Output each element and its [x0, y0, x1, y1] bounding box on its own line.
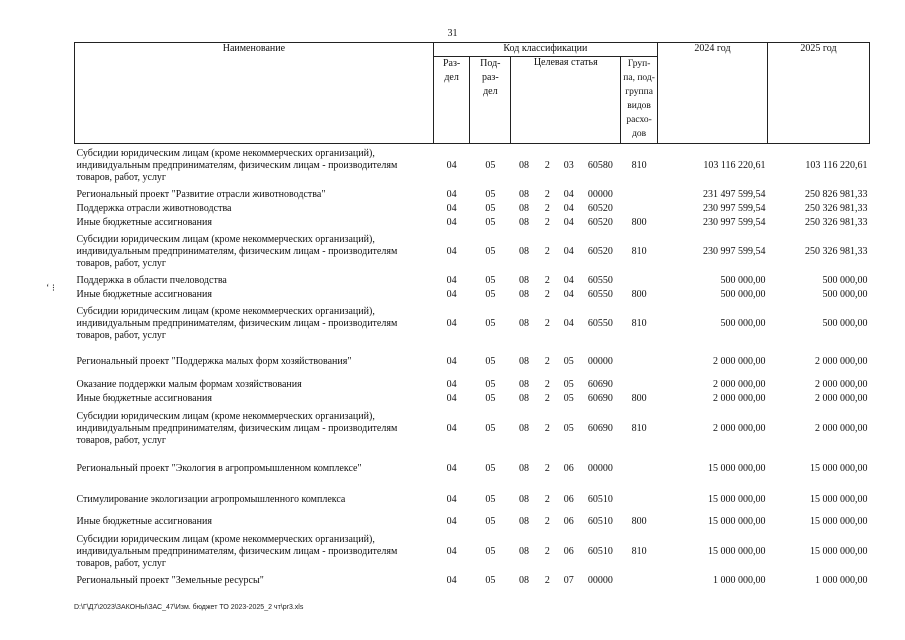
row-expense-group [621, 378, 658, 392]
row-amount-2024: 230 997 599,54 [703, 245, 766, 257]
row-name: Поддержка в области пчеловодства [76, 274, 227, 286]
row-section: 04 [446, 462, 457, 474]
row-target-project: 05 [563, 422, 574, 434]
row-amount-2025: 15 000 000,00 [810, 493, 868, 505]
table-row [75, 216, 870, 230]
table-row [75, 188, 870, 202]
row-expense-group: 810 [631, 422, 647, 434]
row-name: Иные бюджетные ассигнования [76, 515, 212, 527]
row-target-program: 08 [518, 216, 529, 228]
row-target-code: 00000 [587, 462, 613, 474]
row-target-program: 08 [518, 355, 529, 367]
row-target-subprogram: 2 [544, 202, 550, 214]
row-target-program: 08 [518, 422, 529, 434]
row-target-project: 06 [563, 515, 574, 527]
row-target-program: 08 [518, 545, 529, 557]
row-expense-group [621, 188, 658, 202]
row-expense-group [621, 202, 658, 216]
row-target-project: 05 [563, 392, 574, 404]
row-name: Иные бюджетные ассигнования [76, 216, 212, 228]
row-amount-2024: 231 497 599,54 [703, 188, 766, 200]
row-name: Стимулирование экологизации агропромышленного комплекса [76, 493, 346, 505]
row-section: 04 [446, 202, 457, 214]
row-section: 04 [446, 288, 457, 300]
row-target-code: 60690 [587, 392, 613, 404]
row-amount-2025: 103 116 220,61 [805, 159, 868, 171]
row-amount-2025: 2 000 000,00 [815, 422, 868, 434]
row-target-project: 04 [563, 245, 574, 257]
row-section: 04 [446, 493, 457, 505]
row-target-program: 08 [518, 462, 529, 474]
row-section: 04 [446, 274, 457, 286]
row-amount-2024: 15 000 000,00 [708, 462, 766, 474]
row-section: 04 [446, 515, 457, 527]
header-subsection: Под- раз- дел [470, 57, 511, 144]
row-amount-2025: 500 000,00 [822, 288, 868, 300]
row-target-code: 00000 [587, 355, 613, 367]
row-target-subprogram: 2 [544, 378, 550, 390]
row-amount-2024: 500 000,00 [720, 288, 766, 300]
row-subsection: 05 [485, 188, 496, 200]
row-amount-2025: 500 000,00 [822, 274, 868, 286]
row-target-subprogram: 2 [544, 515, 550, 527]
table-row [75, 288, 870, 302]
row-name: Субсидии юридическим лицам (кроме некоммерческих организаций), индивидуальным предпринимателям, физическим лицам - производителям товаров, работ, услуг [76, 305, 398, 341]
row-subsection: 05 [485, 378, 496, 390]
row-amount-2024: 15 000 000,00 [708, 493, 766, 505]
row-target-program: 08 [518, 515, 529, 527]
row-target-code: 60520 [587, 202, 613, 214]
row-amount-2025: 2 000 000,00 [815, 392, 868, 404]
row-target-subprogram: 2 [544, 493, 550, 505]
row-name: Региональный проект "Развитие отрасли животноводства" [76, 188, 326, 200]
row-target-project: 04 [563, 202, 574, 214]
row-target-code: 60520 [587, 216, 613, 228]
page-number: 31 [447, 28, 458, 39]
row-amount-2024: 500 000,00 [720, 274, 766, 286]
row-target-program: 08 [518, 159, 529, 171]
row-target-project: 05 [563, 378, 574, 390]
row-name: Иные бюджетные ассигнования [76, 288, 212, 300]
row-section: 04 [446, 159, 457, 171]
row-name: Субсидии юридическим лицам (кроме некоммерческих организаций), индивидуальным предпринимателям, физическим лицам - производителям товаров, работ, услуг [76, 233, 398, 269]
row-amount-2025: 15 000 000,00 [810, 545, 868, 557]
row-target-subprogram: 2 [544, 245, 550, 257]
header-section: Раз- дел [433, 57, 470, 144]
table-row [75, 144, 870, 188]
row-subsection: 05 [485, 288, 496, 300]
table-row [75, 230, 870, 274]
row-name: Региональный проект "Поддержка малых форм хозяйствования" [76, 355, 352, 367]
row-target-program: 08 [518, 392, 529, 404]
row-expense-group [621, 274, 658, 288]
row-expense-group [621, 574, 658, 588]
row-expense-group: 810 [631, 545, 647, 557]
table-row [75, 392, 870, 406]
row-section: 04 [446, 188, 457, 200]
row-target-program: 08 [518, 574, 529, 586]
row-target-subprogram: 2 [544, 574, 550, 586]
row-subsection: 05 [485, 462, 496, 474]
row-target-project: 07 [563, 574, 574, 586]
row-amount-2025: 250 326 981,33 [805, 245, 868, 257]
row-target-code: 60550 [587, 288, 613, 300]
row-subsection: 05 [485, 202, 496, 214]
table-row [75, 406, 870, 452]
table-row [75, 452, 870, 486]
row-section: 04 [446, 392, 457, 404]
row-amount-2024: 2 000 000,00 [713, 422, 766, 434]
table-row [75, 274, 870, 288]
row-subsection: 05 [485, 317, 496, 329]
row-name: Поддержка отрасли животноводства [76, 202, 232, 214]
row-amount-2024: 15 000 000,00 [708, 545, 766, 557]
row-name: Иные бюджетные ассигнования [76, 392, 212, 404]
row-target-subprogram: 2 [544, 545, 550, 557]
row-expense-group [621, 346, 658, 378]
file-path-footer: D:\Г\Д7\2023\ЗАКОНЫ\ЗАС_47\Изм. бюджет ТО 2023-2025_2 чт\pr3.xls [74, 604, 304, 611]
row-name: Оказание поддержки малым формам хозяйствования [76, 378, 302, 390]
row-target-code: 60510 [587, 493, 613, 505]
table-row [75, 302, 870, 346]
row-target-project: 06 [563, 493, 574, 505]
row-target-code: 60520 [587, 245, 613, 257]
row-amount-2024: 2 000 000,00 [713, 392, 766, 404]
row-target-code: 60690 [587, 422, 613, 434]
row-target-subprogram: 2 [544, 317, 550, 329]
row-target-subprogram: 2 [544, 188, 550, 200]
row-amount-2024: 230 997 599,54 [703, 202, 766, 214]
row-amount-2025: 250 326 981,33 [805, 202, 868, 214]
table-row [75, 378, 870, 392]
header-expense-group: Груп- па, под- группа видов расхо- дов [621, 57, 658, 144]
row-amount-2025: 15 000 000,00 [810, 515, 868, 527]
row-amount-2024: 500 000,00 [720, 317, 766, 329]
row-expense-group [621, 452, 658, 486]
row-subsection: 05 [485, 392, 496, 404]
row-name: Субсидии юридическим лицам (кроме некоммерческих организаций), индивидуальным предпринимателям, физическим лицам - производителям товаров, работ, услуг [76, 533, 398, 569]
row-amount-2024: 2 000 000,00 [713, 355, 766, 367]
budget-table [74, 42, 870, 588]
row-target-program: 08 [518, 288, 529, 300]
row-expense-group: 810 [631, 317, 647, 329]
row-target-subprogram: 2 [544, 392, 550, 404]
row-target-subprogram: 2 [544, 159, 550, 171]
row-target-code: 60550 [587, 274, 613, 286]
row-amount-2025: 1 000 000,00 [815, 574, 868, 586]
row-target-subprogram: 2 [544, 288, 550, 300]
row-target-project: 03 [563, 159, 574, 171]
row-amount-2024: 103 116 220,61 [703, 159, 766, 171]
row-section: 04 [446, 245, 457, 257]
row-target-code: 60690 [587, 378, 613, 390]
row-section: 04 [446, 574, 457, 586]
row-target-code: 60510 [587, 545, 613, 557]
row-target-program: 08 [518, 378, 529, 390]
row-section: 04 [446, 545, 457, 557]
row-section: 04 [446, 317, 457, 329]
row-target-subprogram: 2 [544, 216, 550, 228]
row-target-project: 04 [563, 317, 574, 329]
row-amount-2025: 500 000,00 [822, 317, 868, 329]
table-row [75, 202, 870, 216]
row-subsection: 05 [485, 493, 496, 505]
row-amount-2025: 250 826 981,33 [805, 188, 868, 200]
header-year-2025: 2025 год [768, 43, 870, 144]
row-target-code: 60580 [587, 159, 613, 171]
row-amount-2024: 1 000 000,00 [713, 574, 766, 586]
row-expense-group [621, 486, 658, 514]
row-target-program: 08 [518, 188, 529, 200]
row-section: 04 [446, 422, 457, 434]
row-target-code: 60550 [587, 317, 613, 329]
row-target-project: 04 [563, 274, 574, 286]
row-target-code: 60510 [587, 515, 613, 527]
row-subsection: 05 [485, 274, 496, 286]
row-expense-group: 810 [631, 245, 647, 257]
row-section: 04 [446, 378, 457, 390]
row-target-subprogram: 2 [544, 274, 550, 286]
row-section: 04 [446, 355, 457, 367]
table-row [75, 530, 870, 574]
row-target-code: 00000 [587, 188, 613, 200]
table-row [75, 486, 870, 514]
row-target-program: 08 [518, 493, 529, 505]
row-name: Субсидии юридическим лицам (кроме некоммерческих организаций), индивидуальным предпринимателям, физическим лицам - производителям товаров, работ, услуг [76, 147, 398, 183]
row-amount-2024: 230 997 599,54 [703, 216, 766, 228]
row-target-project: 05 [563, 355, 574, 367]
row-subsection: 05 [485, 159, 496, 171]
row-expense-group: 800 [631, 515, 647, 527]
row-target-code: 00000 [587, 574, 613, 586]
row-name: Региональный проект "Земельные ресурсы" [76, 574, 264, 586]
row-expense-group: 800 [631, 216, 647, 228]
row-amount-2025: 250 326 981,33 [805, 216, 868, 228]
row-target-program: 08 [518, 317, 529, 329]
row-target-subprogram: 2 [544, 422, 550, 434]
row-name: Субсидии юридическим лицам (кроме некоммерческих организаций), индивидуальным предпринимателям, физическим лицам - производителям товаров, работ, услуг [76, 410, 398, 446]
row-name: Региональный проект "Экология в агропромышленном комплексе" [76, 462, 362, 474]
row-subsection: 05 [485, 574, 496, 586]
row-target-program: 08 [518, 245, 529, 257]
row-amount-2025: 2 000 000,00 [815, 378, 868, 390]
row-subsection: 05 [485, 422, 496, 434]
row-target-program: 08 [518, 274, 529, 286]
row-subsection: 05 [485, 216, 496, 228]
header-year-2024: 2024 год [657, 43, 767, 144]
row-target-project: 04 [563, 216, 574, 228]
row-subsection: 05 [485, 545, 496, 557]
row-target-project: 04 [563, 288, 574, 300]
row-subsection: 05 [485, 355, 496, 367]
header-classification: Код классификации [433, 43, 657, 57]
row-subsection: 05 [485, 245, 496, 257]
row-amount-2025: 15 000 000,00 [810, 462, 868, 474]
row-expense-group: 800 [631, 392, 647, 404]
header-target-article: Целевая статья [511, 57, 621, 144]
row-subsection: 05 [485, 515, 496, 527]
row-target-project: 06 [563, 462, 574, 474]
row-target-project: 06 [563, 545, 574, 557]
row-expense-group: 810 [631, 159, 647, 171]
row-amount-2025: 2 000 000,00 [815, 355, 868, 367]
row-target-project: 04 [563, 188, 574, 200]
table-row [75, 346, 870, 378]
header-name: Наименование [75, 43, 434, 144]
row-target-subprogram: 2 [544, 462, 550, 474]
row-expense-group: 800 [631, 288, 647, 300]
table-row [75, 514, 870, 530]
table-row [75, 574, 870, 588]
row-target-subprogram: 2 [544, 355, 550, 367]
row-target-program: 08 [518, 202, 529, 214]
margin-mark: ʻ ⁝ [46, 283, 56, 294]
row-amount-2024: 2 000 000,00 [713, 378, 766, 390]
table-body [75, 144, 870, 588]
row-section: 04 [446, 216, 457, 228]
row-amount-2024: 15 000 000,00 [708, 515, 766, 527]
